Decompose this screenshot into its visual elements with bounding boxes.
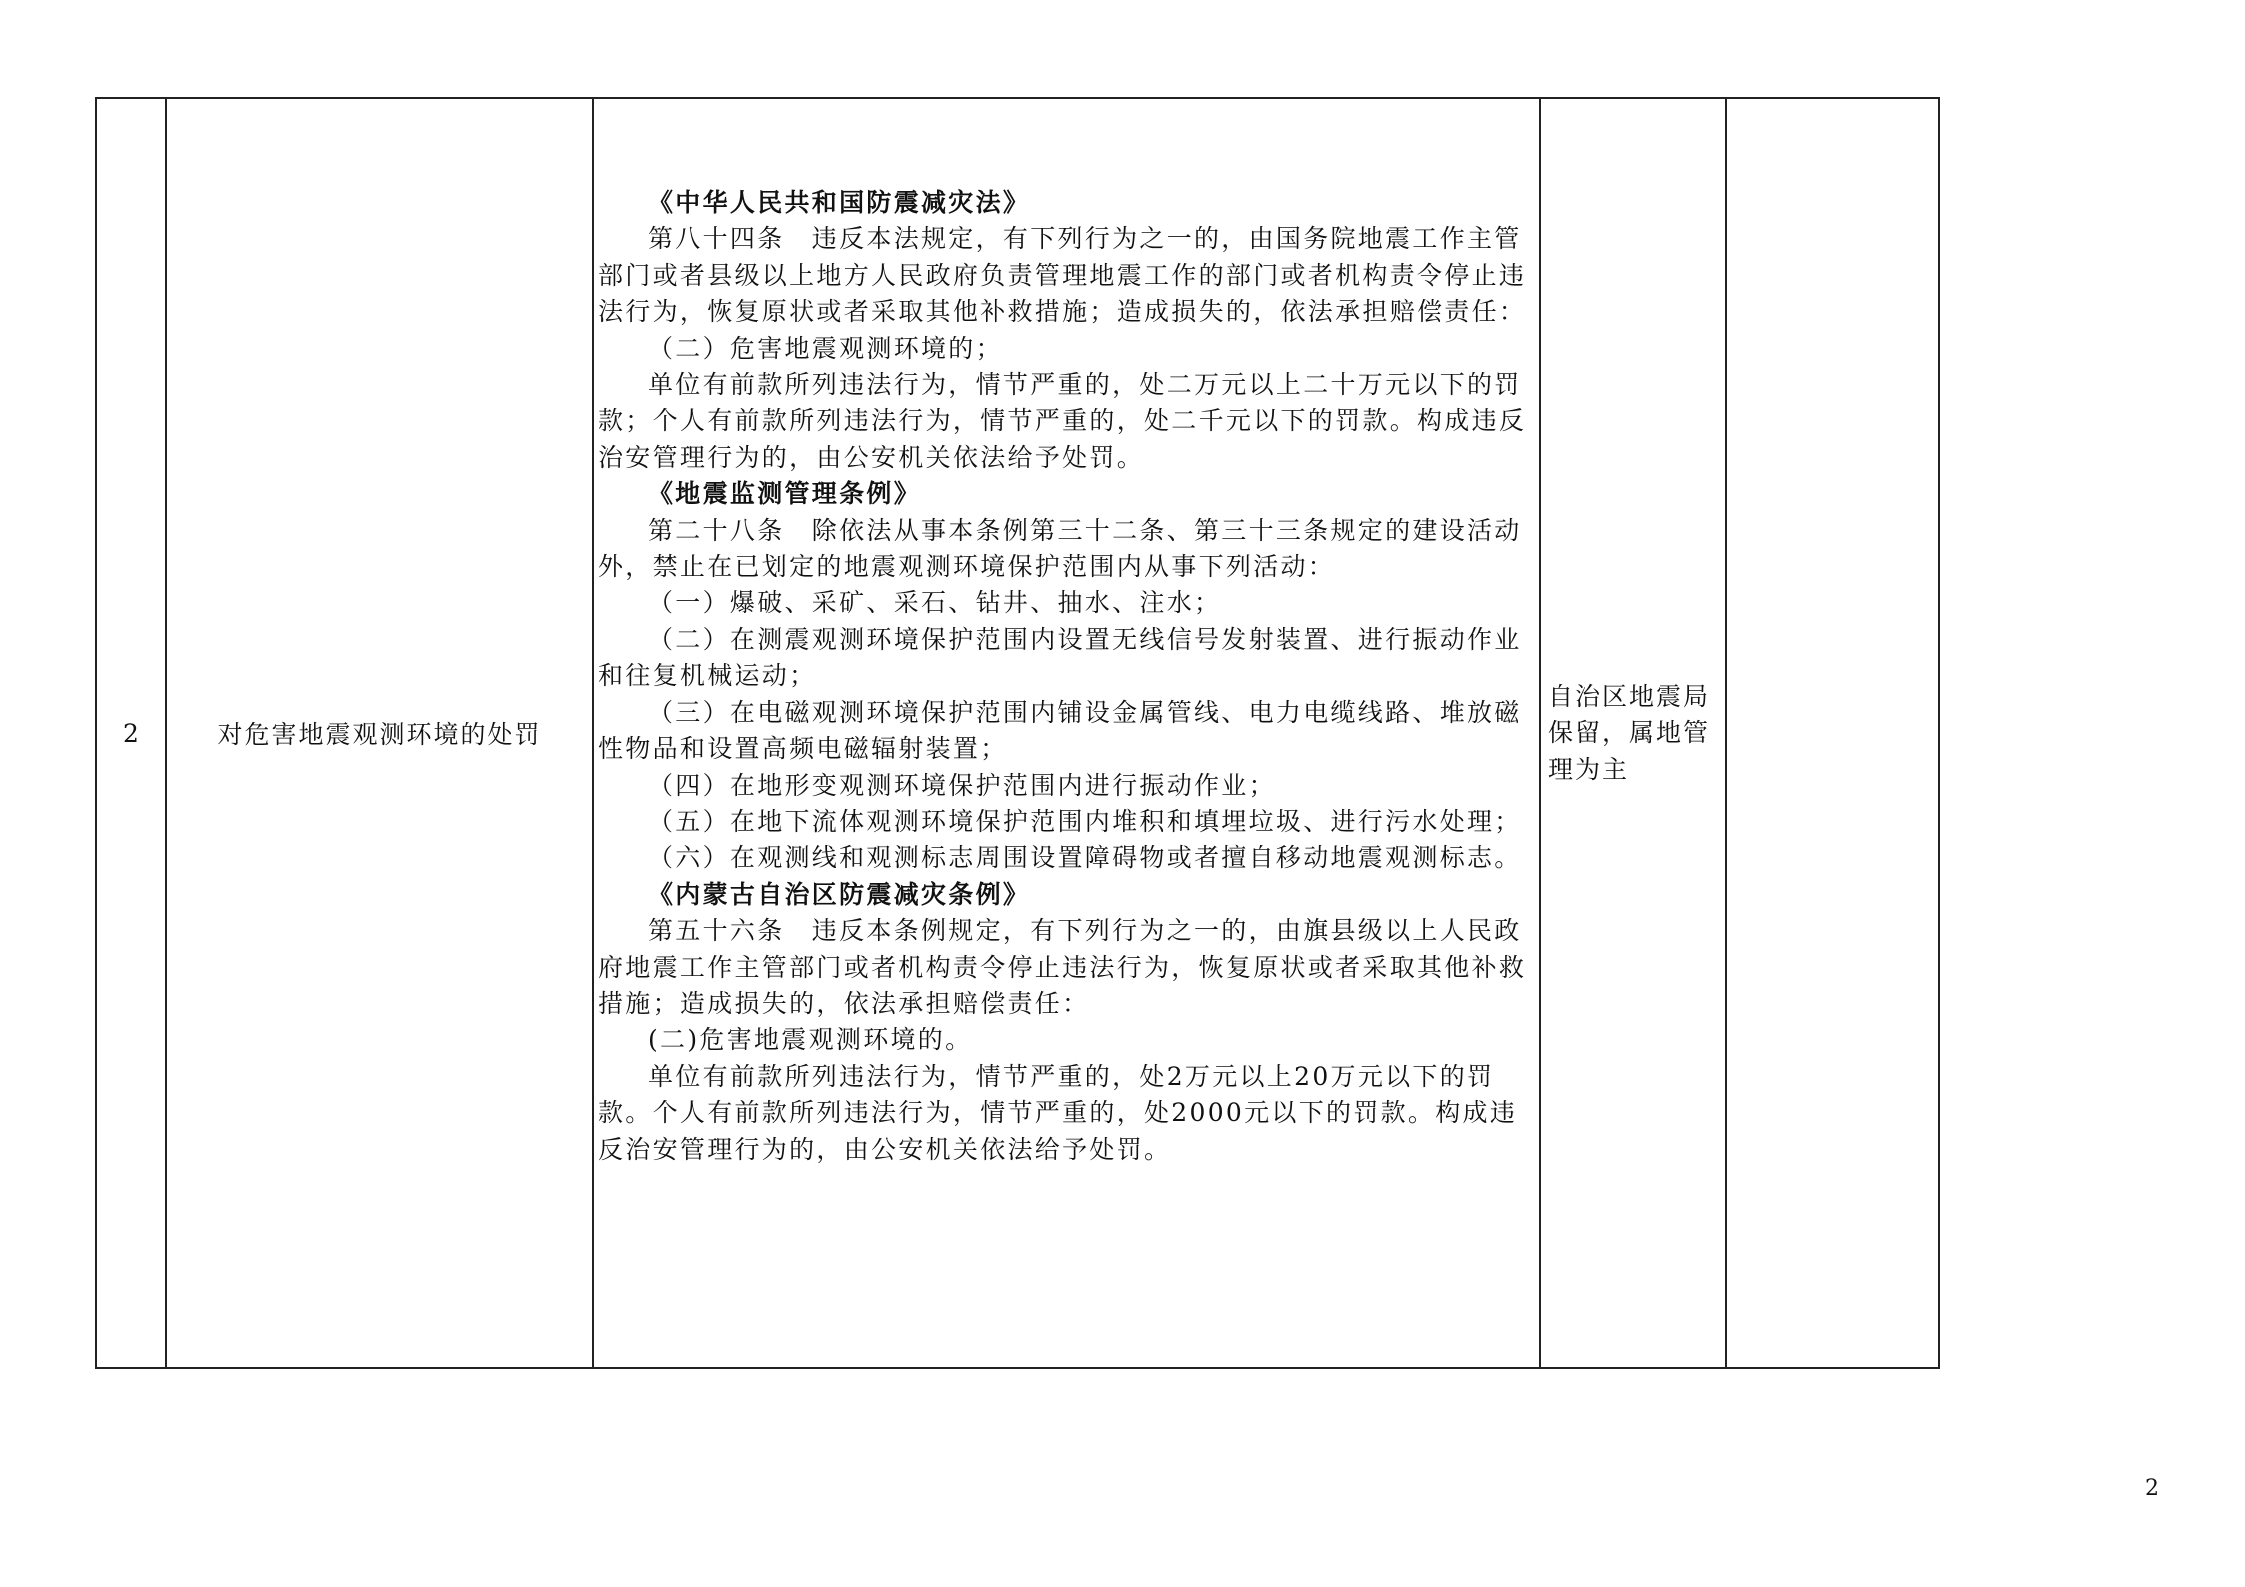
law-title: 《内蒙古自治区防震减灾条例》: [648, 879, 1031, 909]
law-paragraph: （三）在电磁观测环境保护范围内铺设金属管线、电力电缆线路、堆放磁性物品和设置高频电磁辐射装置；: [598, 697, 1522, 764]
column-divider: [1725, 99, 1727, 1367]
law-paragraph: 单位有前款所列违法行为，情节严重的，处二万元以上二十万元以下的罚款；个人有前款所列违法行为，情节严重的，处二千元以下的罚款。构成违反治安管理行为的，由公安机关依法给予处罚。: [598, 370, 1527, 472]
legal-basis: [594, 185, 1539, 1168]
law-paragraph: （四）在地形变观测环境保护范围内进行振动作业；: [648, 770, 1276, 800]
law-paragraph: 第二十八条 除依法从事本条例第三十二条、第三十三条规定的建设活动外，禁止在已划定的地震观测环境保护范围内从事下列活动：: [598, 515, 1522, 582]
law-paragraph: (二)危害地震观测环境的。: [648, 1025, 973, 1055]
regulation-table: [95, 97, 1940, 1369]
item-name: 对危害地震观测环境的处罚: [217, 720, 542, 749]
page-number: 2: [2145, 1476, 2159, 1501]
row-index: 2: [123, 718, 139, 748]
law-paragraph: 单位有前款所列违法行为，情节严重的，处2万元以上20万元以下的罚款。个人有前款所列违法行为，情节严重的，处2000元以下的罚款。构成违反治安管理行为的，由公安机关依法给予处罚。: [598, 1061, 1518, 1164]
law-paragraph: （五）在地下流体观测环境保护范围内堆积和填埋垃圾、进行污水处理；: [648, 806, 1522, 836]
law-title: 《中华人民共和国防震减灾法》: [648, 188, 1031, 217]
law-paragraph: （六）在观测线和观测标志周围设置障碍物或者擅自移动地震观测标志。: [648, 843, 1522, 873]
law-paragraph: （二）在测震观测环境保护范围内设置无线信号发射装置、进行振动作业和往复机械运动；: [598, 624, 1522, 691]
column-divider: [1539, 99, 1541, 1367]
law-paragraph: 第八十四条 违反本法规定，有下列行为之一的，由国务院地震工作主管部门或者县级以上地方人民政府负责管理地震工作的部门或者机构责令停止违法行为，恢复原状或者采取其他补救措施；造成损失的，依法承担赔偿责任：: [598, 224, 1527, 327]
law-paragraph: （一）爆破、采矿、采石、钻井、抽水、注水；: [648, 588, 1222, 618]
law-paragraph: 第五十六条 违反本条例规定，有下列行为之一的，由旗县级以上人民政府地震工作主管部门或者机构责令停止违法行为，恢复原状或者采取其他补救措施；造成损失的，依法承担赔偿责任：: [598, 916, 1527, 1018]
law-title: 《地震监测管理条例》: [648, 479, 922, 509]
implementing-authority: 自治区地震局保留，属地管理为主: [1548, 682, 1711, 784]
law-paragraph: （二）危害地震观测环境的；: [648, 333, 1003, 363]
